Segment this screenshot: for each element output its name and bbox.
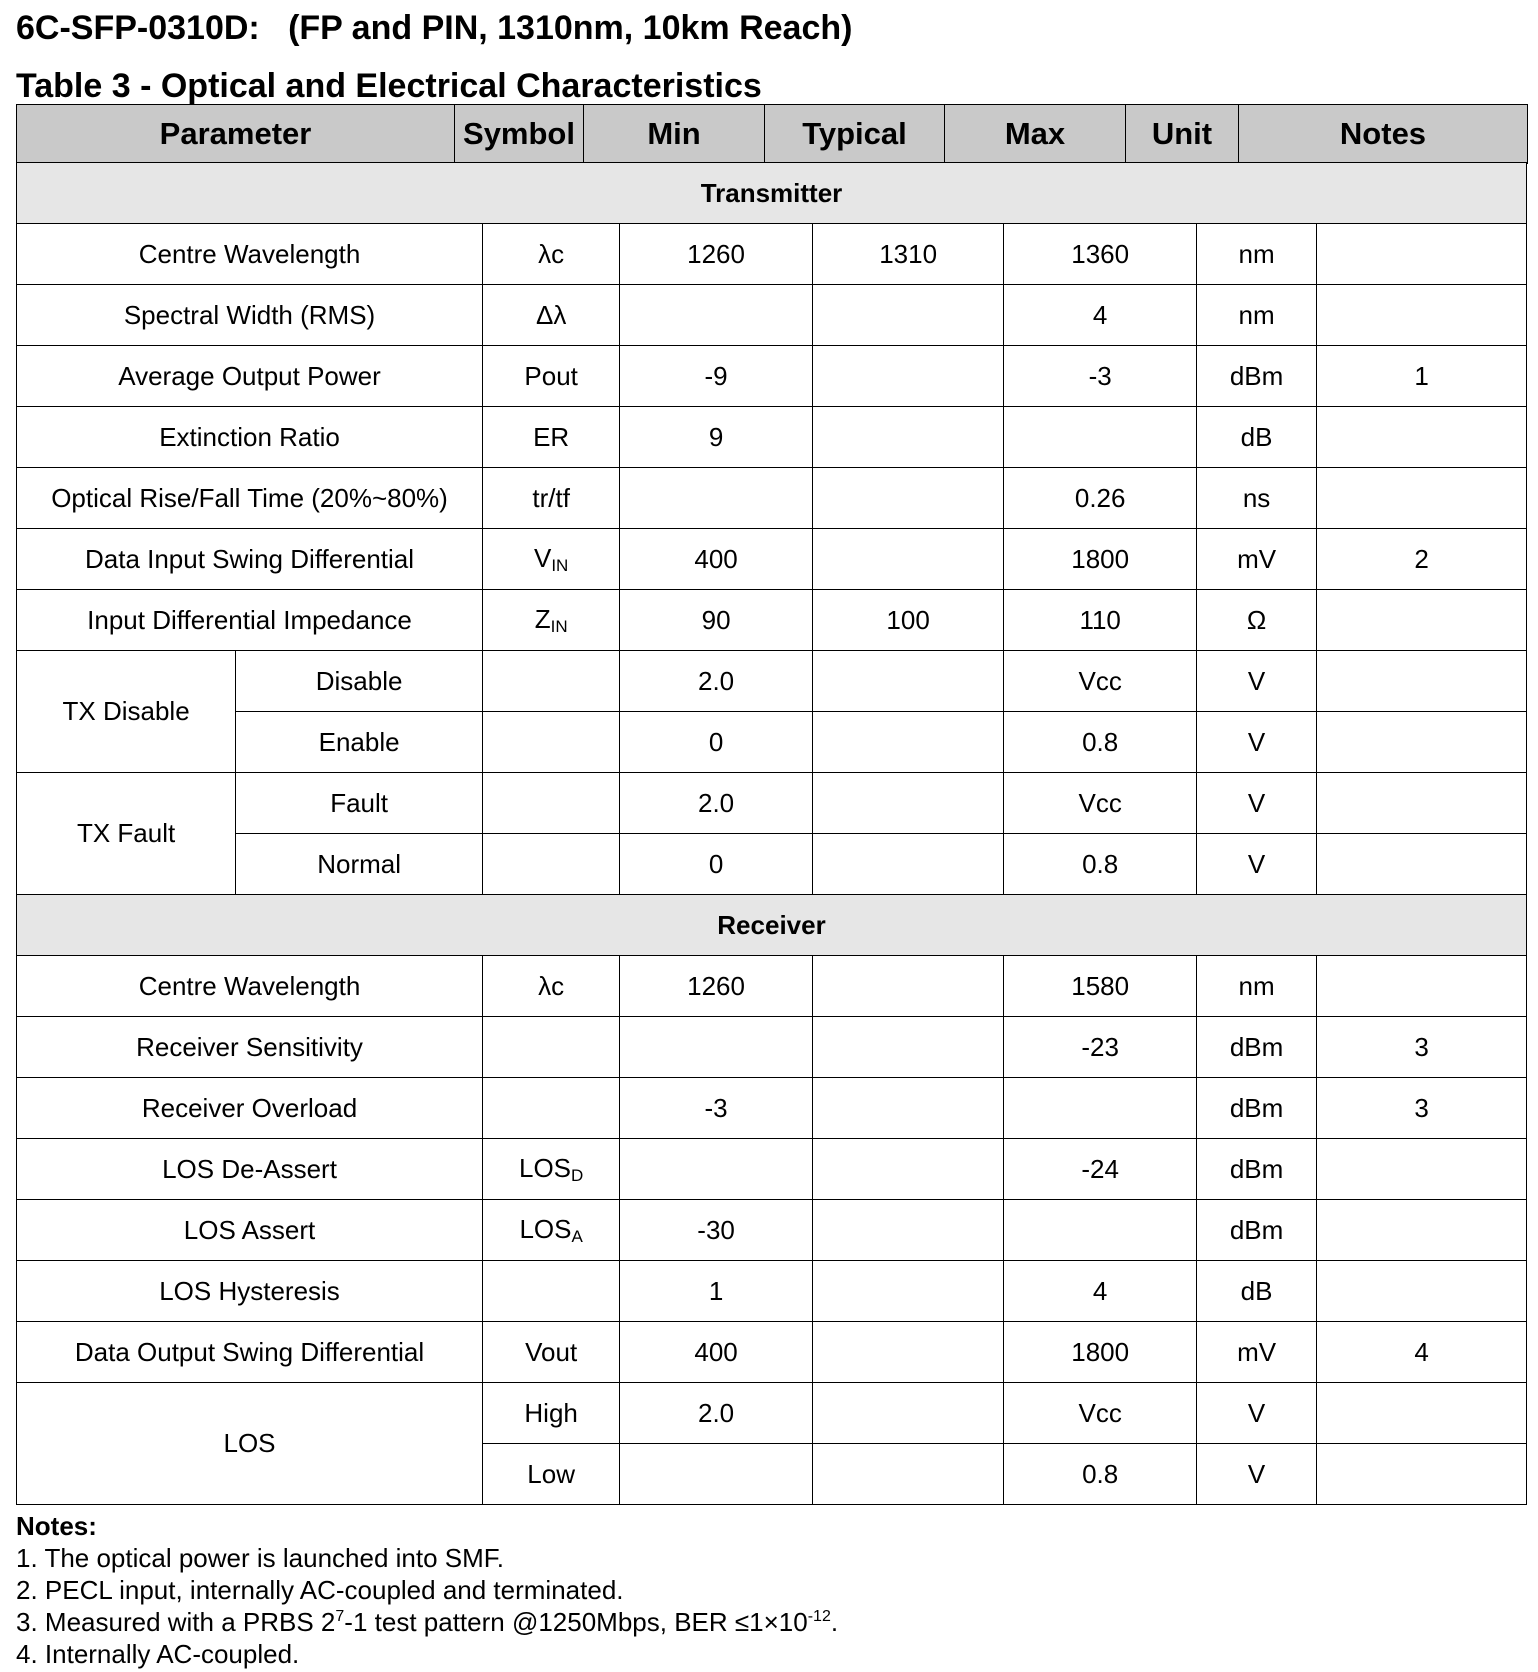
cell-unit: dBm (1196, 1200, 1316, 1261)
cell-notes (1317, 407, 1527, 468)
cell-parameter: Extinction Ratio (17, 407, 483, 468)
cell-typical (812, 712, 1004, 773)
cell-notes: 4 (1317, 1322, 1527, 1383)
cell-symbol (483, 834, 620, 895)
cell-notes (1317, 712, 1527, 773)
cell-max: 4 (1004, 285, 1197, 346)
cell-typical (812, 285, 1004, 346)
cell-min: 1 (620, 1261, 813, 1322)
cell-condition: Normal (236, 834, 483, 895)
cell-notes: 2 (1317, 529, 1527, 590)
cell-notes (1317, 590, 1527, 651)
cell-parameter: Optical Rise/Fall Time (20%~80%) (17, 468, 483, 529)
cell-typical (812, 834, 1004, 895)
cell-typical (812, 1200, 1004, 1261)
note-superscript: -12 (807, 1608, 831, 1625)
cell-min: 1260 (620, 224, 813, 285)
table-row (17, 285, 1527, 346)
cell-symbol (483, 1200, 620, 1261)
table-row (17, 1139, 1527, 1200)
note-item: 2. PECL input, internally AC-coupled and terminated. (16, 1575, 624, 1605)
cell-notes: 1 (1317, 346, 1527, 407)
cell-typical (812, 1139, 1004, 1200)
header-unit: Unit (1126, 105, 1239, 164)
cell-max: 1800 (1004, 529, 1197, 590)
cell-group-tx-fault: TX Fault (17, 773, 236, 895)
cell-min: 0 (620, 712, 813, 773)
symbol-subscript: IN (550, 616, 568, 636)
cell-unit: dBm (1196, 1078, 1316, 1139)
cell-symbol (483, 651, 620, 712)
cell-max (1004, 407, 1197, 468)
cell-typical (812, 407, 1004, 468)
cell-unit: mV (1196, 529, 1316, 590)
cell-condition: Fault (236, 773, 483, 834)
symbol-main: Z (534, 603, 551, 634)
cell-unit: ns (1196, 468, 1316, 529)
cell-notes (1317, 1139, 1527, 1200)
cell-typical (812, 1078, 1004, 1139)
cell-parameter: Data Input Swing Differential (17, 529, 483, 590)
cell-max: 110 (1004, 590, 1197, 651)
cell-symbol (483, 1078, 620, 1139)
cell-max (1004, 1200, 1197, 1261)
symbol-subscript: IN (551, 555, 569, 575)
cell-typical: 100 (812, 590, 1004, 651)
cell-symbol (483, 1261, 620, 1322)
table-row (17, 1261, 1527, 1322)
cell-condition: Enable (236, 712, 483, 773)
table-row (17, 529, 1527, 590)
cell-typical (812, 1322, 1004, 1383)
document-title: 6C-SFP-0310D: (FP and PIN, 1310nm, 10km Reach) (16, 9, 853, 47)
cell-min (620, 1139, 813, 1200)
cell-unit: V (1196, 651, 1316, 712)
header-min: Min (584, 105, 765, 164)
cell-parameter: Data Output Swing Differential (17, 1322, 483, 1383)
cell-typical (812, 773, 1004, 834)
cell-max: -23 (1004, 1017, 1197, 1078)
cell-symbol: tr/tf (483, 468, 620, 529)
cell-min: -9 (620, 346, 813, 407)
table-row (17, 834, 1527, 895)
cell-parameter: Receiver Overload (17, 1078, 483, 1139)
cell-parameter: LOS Hysteresis (17, 1261, 483, 1322)
table-row (17, 1078, 1527, 1139)
cell-notes: 3 (1317, 1017, 1527, 1078)
cell-min (620, 1017, 813, 1078)
cell-max: 1800 (1004, 1322, 1197, 1383)
cell-max: -24 (1004, 1139, 1197, 1200)
notes-block (16, 1510, 838, 1670)
cell-unit: nm (1196, 956, 1316, 1017)
cell-notes: 3 (1317, 1078, 1527, 1139)
cell-unit: mV (1196, 1322, 1316, 1383)
cell-min: 2.0 (620, 773, 813, 834)
note-item (16, 1606, 838, 1638)
cell-condition: Low (483, 1444, 620, 1505)
cell-parameter: LOS De-Assert (17, 1139, 483, 1200)
characteristics-body (16, 162, 1527, 1505)
cell-parameter: Centre Wavelength (17, 224, 483, 285)
cell-symbol (483, 712, 620, 773)
cell-symbol (483, 590, 620, 651)
cell-notes (1317, 1200, 1527, 1261)
cell-typical (812, 529, 1004, 590)
notes-title: Notes: (16, 1511, 97, 1541)
cell-typical (812, 651, 1004, 712)
cell-notes (1317, 956, 1527, 1017)
note-text: 3. Measured with a PRBS 2 (16, 1607, 336, 1637)
cell-condition: High (483, 1383, 620, 1444)
header-row (17, 105, 1528, 164)
cell-unit: dBm (1196, 1139, 1316, 1200)
cell-min: 1260 (620, 956, 813, 1017)
cell-notes (1317, 285, 1527, 346)
header-symbol: Symbol (455, 105, 584, 164)
cell-max (1004, 1078, 1197, 1139)
cell-parameter: Input Differential Impedance (17, 590, 483, 651)
cell-notes (1317, 1261, 1527, 1322)
cell-max: 1360 (1004, 224, 1197, 285)
cell-unit: V (1196, 1444, 1316, 1505)
cell-typical: 1310 (812, 224, 1004, 285)
cell-typical (812, 1017, 1004, 1078)
cell-unit: Ω (1196, 590, 1316, 651)
header-notes: Notes (1239, 105, 1528, 164)
table-row (17, 956, 1527, 1017)
header-typical: Typical (765, 105, 945, 164)
cell-max: 0.8 (1004, 834, 1197, 895)
cell-notes (1317, 834, 1527, 895)
cell-unit: nm (1196, 285, 1316, 346)
cell-min: 2.0 (620, 1383, 813, 1444)
section-receiver (17, 895, 1527, 956)
cell-symbol: ER (483, 407, 620, 468)
cell-symbol: Δλ (483, 285, 620, 346)
table-row (17, 1322, 1527, 1383)
cell-min (620, 1444, 813, 1505)
cell-typical (812, 956, 1004, 1017)
cell-min: 400 (620, 529, 813, 590)
cell-unit: dB (1196, 1261, 1316, 1322)
table-title: Table 3 - Optical and Electrical Characteristics (16, 67, 762, 105)
cell-typical (812, 468, 1004, 529)
table-row (17, 1383, 1527, 1444)
cell-parameter: Spectral Width (RMS) (17, 285, 483, 346)
cell-symbol (483, 1139, 620, 1200)
cell-min: 0 (620, 834, 813, 895)
table-row (17, 590, 1527, 651)
cell-max: 0.8 (1004, 712, 1197, 773)
cell-max: Vcc (1004, 1383, 1197, 1444)
cell-typical (812, 346, 1004, 407)
cell-unit: dB (1196, 407, 1316, 468)
cell-symbol (483, 1017, 620, 1078)
table-row (17, 712, 1527, 773)
note-text: . (830, 1607, 839, 1637)
table-row (17, 468, 1527, 529)
table-row (17, 346, 1527, 407)
cell-min (620, 285, 813, 346)
table-row (17, 1017, 1527, 1078)
symbol-subscript: D (571, 1165, 584, 1185)
note-text: -1 test pattern @1250Mbps, BER ≤1×10 (344, 1607, 808, 1637)
cell-max: 1580 (1004, 956, 1197, 1017)
cell-parameter: Centre Wavelength (17, 956, 483, 1017)
cell-notes (1317, 1383, 1527, 1444)
cell-unit: V (1196, 834, 1316, 895)
table-row (17, 224, 1527, 285)
cell-max: 0.8 (1004, 1444, 1197, 1505)
cell-unit: V (1196, 773, 1316, 834)
characteristics-table (16, 104, 1528, 164)
cell-max: Vcc (1004, 773, 1197, 834)
header-max: Max (945, 105, 1126, 164)
section-label: Transmitter (17, 163, 1527, 224)
cell-symbol (483, 773, 620, 834)
cell-unit: dBm (1196, 346, 1316, 407)
table-row (17, 651, 1527, 712)
cell-notes (1317, 1444, 1527, 1505)
cell-min: 400 (620, 1322, 813, 1383)
cell-min: 2.0 (620, 651, 813, 712)
cell-max: 0.26 (1004, 468, 1197, 529)
cell-min: -3 (620, 1078, 813, 1139)
cell-typical (812, 1383, 1004, 1444)
cell-notes (1317, 773, 1527, 834)
cell-max: Vcc (1004, 651, 1197, 712)
cell-parameter: LOS Assert (17, 1200, 483, 1261)
cell-unit: nm (1196, 224, 1316, 285)
cell-condition: Disable (236, 651, 483, 712)
section-label: Receiver (17, 895, 1527, 956)
symbol-main: LOS (519, 1213, 572, 1244)
cell-min: 90 (620, 590, 813, 651)
cell-notes (1317, 224, 1527, 285)
cell-unit: V (1196, 712, 1316, 773)
cell-min: -30 (620, 1200, 813, 1261)
cell-symbol: λc (483, 956, 620, 1017)
cell-notes (1317, 651, 1527, 712)
cell-notes (1317, 468, 1527, 529)
cell-group-los: LOS (17, 1383, 483, 1505)
cell-typical (812, 1261, 1004, 1322)
cell-min: 9 (620, 407, 813, 468)
symbol-main: LOS (519, 1152, 572, 1183)
cell-max: -3 (1004, 346, 1197, 407)
cell-parameter: Average Output Power (17, 346, 483, 407)
header-parameter: Parameter (17, 105, 455, 164)
cell-max: 4 (1004, 1261, 1197, 1322)
cell-symbol: λc (483, 224, 620, 285)
cell-symbol: Pout (483, 346, 620, 407)
symbol-main: V (533, 542, 552, 573)
cell-parameter: Receiver Sensitivity (17, 1017, 483, 1078)
table-row (17, 1200, 1527, 1261)
cell-min (620, 468, 813, 529)
table-row (17, 407, 1527, 468)
cell-unit: dBm (1196, 1017, 1316, 1078)
cell-symbol (483, 529, 620, 590)
note-item: 4. Internally AC-coupled. (16, 1639, 300, 1669)
note-superscript: 7 (335, 1608, 345, 1625)
cell-typical (812, 1444, 1004, 1505)
cell-symbol: Vout (483, 1322, 620, 1383)
cell-group-tx-disable: TX Disable (17, 651, 236, 773)
table-row (17, 773, 1527, 834)
note-item: 1. The optical power is launched into SMF. (16, 1543, 505, 1573)
section-transmitter (17, 163, 1527, 224)
cell-unit: V (1196, 1383, 1316, 1444)
symbol-subscript: A (571, 1226, 583, 1246)
